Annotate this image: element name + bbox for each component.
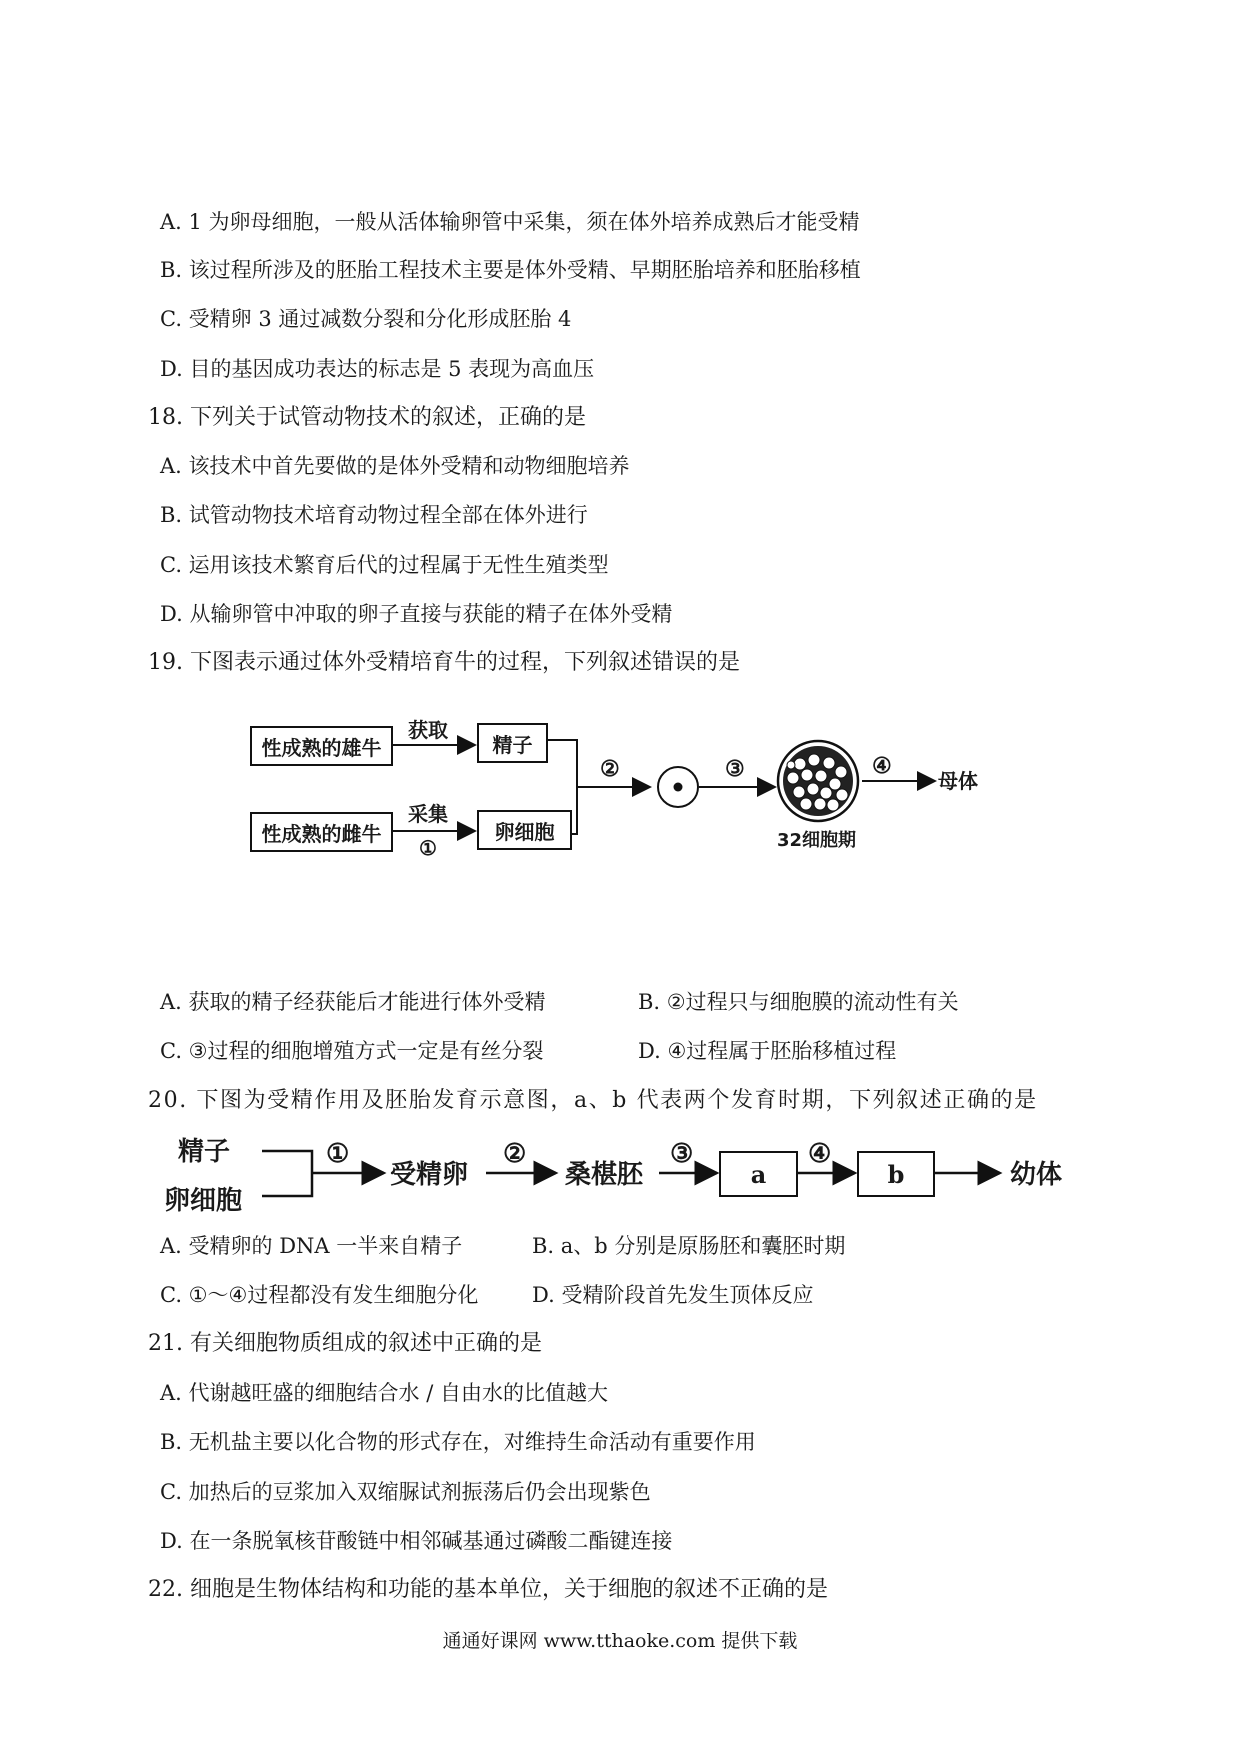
q19-option-c: C. ③过程的细胞增殖方式一定是有丝分裂 (160, 1039, 544, 1063)
merge-bracket-2 (262, 1151, 312, 1196)
merge-bracket (548, 740, 577, 834)
stage-a-box: a (719, 1151, 798, 1197)
label-step2-2: ② (503, 1139, 527, 1169)
label-step2: ② (600, 756, 620, 782)
egg-box: 卵细胞 (477, 810, 572, 850)
label-step1: ① (419, 836, 437, 860)
label-collect: 采集 (408, 802, 448, 826)
label-egg-2: 卵细胞 (164, 1186, 243, 1216)
label-32-cell-stage: 32细胞期 (777, 830, 857, 851)
q19-option-a: A. 获取的精子经获能后才能进行体外受精 (160, 990, 546, 1014)
q21-option-a: A. 代谢越旺盛的细胞结合水 / 自由水的比值越大 (160, 1381, 608, 1405)
sperm-box: 精子 (477, 723, 548, 763)
label-morula: 桑椹胚 (565, 1160, 644, 1190)
label-step4-2: ④ (808, 1139, 832, 1169)
zygote-nucleus-icon (674, 783, 683, 792)
q18-stem: 18. 下列关于试管动物技术的叙述，正确的是 (148, 405, 586, 430)
q21-stem: 21. 有关细胞物质组成的叙述中正确的是 (148, 1331, 542, 1356)
q18-option-c: C. 运用该技术繁育后代的过程属于无性生殖类型 (160, 553, 609, 577)
q20-stem: 20. 下图为受精作用及胚胎发育示意图，a、b 代表两个发育时期，下列叙述正确的是 (148, 1088, 1038, 1113)
stage-b-box: b (857, 1151, 935, 1197)
q22-stem: 22. 细胞是生物体结构和功能的基本单位，关于细胞的叙述不正确的是 (148, 1577, 828, 1602)
embryo-32-cell-icon (778, 741, 858, 821)
zygote-icon (658, 767, 698, 807)
q21-option-d: D. 在一条脱氧核苷酸链中相邻碱基通过磷酸二酯键连接 (160, 1529, 673, 1553)
page-footer: 通通好课网 www.tthaoke.com 提供下载 (442, 1630, 798, 1652)
label-zygote: 受精卵 (390, 1160, 469, 1190)
label-step4: ④ (872, 753, 892, 779)
female-cattle-box: 性成熟的雌牛 (250, 812, 393, 852)
q19-option-b: B. ②过程只与细胞膜的流动性有关 (638, 990, 959, 1014)
q17-option-c: C. 受精卵 3 通过减数分裂和分化形成胚胎 4 (160, 307, 572, 331)
q18-option-a: A. 该技术中首先要做的是体外受精和动物细胞培养 (160, 454, 630, 478)
label-sperm-2: 精子 (178, 1137, 231, 1167)
label-step3-2: ③ (670, 1139, 694, 1169)
q19-stem: 19. 下图表示通过体外受精培育牛的过程，下列叙述错误的是 (148, 650, 740, 675)
q17-option-a: A. 1 为卵母细胞，一般从活体输卵管中采集，须在体外培养成熟后才能受精 (160, 210, 860, 234)
q17-option-b: B. 该过程所涉及的胚胎工程技术主要是体外受精、早期胚胎培养和胚胎移植 (160, 258, 861, 282)
q18-option-b: B. 试管动物技术培育动物过程全部在体外进行 (160, 503, 588, 527)
label-mother: 母体 (938, 769, 978, 793)
q18-option-d: D. 从输卵管中冲取的卵子直接与获能的精子在体外受精 (160, 602, 673, 626)
q17-option-d: D. 目的基因成功表达的标志是 5 表现为高血压 (160, 357, 595, 381)
q20-option-d: D. 受精阶段首先发生顶体反应 (532, 1283, 814, 1307)
male-cattle-box: 性成熟的雄牛 (250, 726, 393, 766)
q20-option-c: C. ①～④过程都没有发生细胞分化 (160, 1283, 479, 1307)
q21-option-c: C. 加热后的豆浆加入双缩脲试剂振荡后仍会出现紫色 (160, 1480, 651, 1504)
q20-option-a: A. 受精卵的 DNA 一半来自精子 (160, 1234, 463, 1258)
label-young: 幼体 (1010, 1160, 1063, 1190)
q20-option-b: B. a、b 分别是原肠胚和囊胚时期 (532, 1234, 846, 1258)
q21-option-b: B. 无机盐主要以化合物的形式存在，对维持生命活动有重要作用 (160, 1430, 756, 1454)
label-step1-2: ① (326, 1139, 350, 1169)
label-step3: ③ (725, 756, 745, 782)
label-obtain: 获取 (408, 718, 448, 742)
q19-option-d: D. ④过程属于胚胎移植过程 (638, 1039, 897, 1063)
